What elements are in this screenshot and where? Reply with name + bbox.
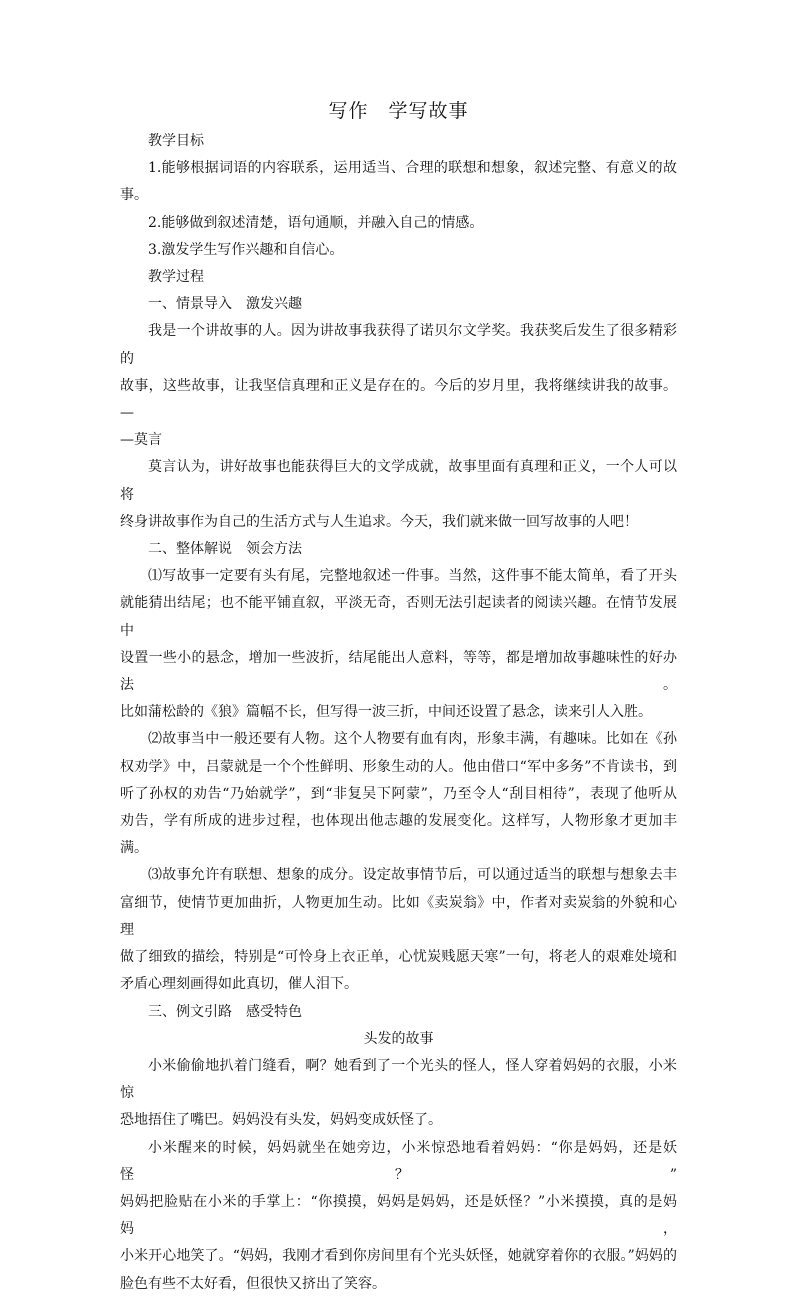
quote-line: 故事，这些故事，让我坚信真理和正义是存在的。今后的岁月里，我将继续讲我的故事。— [120, 377, 677, 422]
goals-heading: 教学目标 [148, 133, 204, 149]
paragraph-line: 做了细致的描绘，特别是“可怜身上衣正单，心忧炭贱愿天寒”一句，将老人的艰难处境和 [120, 949, 677, 966]
paragraph-line: 设置一些小的悬念，增加一些波折，结尾能出人意料，等等，都是增加故事趣味性的好办法。 [120, 649, 677, 694]
story-line: 小米偷偷地扒着门缝看，啊？她看到了一个光头的怪人，怪人穿着妈妈的衣服，小米惊 [120, 1057, 677, 1102]
story-line: 脸色有些不太好看，但很快又挤出了笑容。 [120, 1275, 386, 1292]
paragraph-line: 矛盾心理刻画得如此真切，催人泪下。 [120, 976, 358, 993]
story-line: 恐地捂住了嘴巴。妈妈没有头发，妈妈变成妖怪了。 [120, 1112, 442, 1129]
paragraph-line: 劝告，学有所成的进步过程，也体现出他志趣的发展变化。这样写，人物形象才更加丰满。 [120, 813, 677, 857]
paragraph-line: ⑴写故事一定要有头有尾，完整地叙述一件事。当然，这件事不能太简单，看了开头 [148, 568, 677, 585]
section-heading: 二、整体解说 领会方法 [148, 541, 302, 558]
section-heading: 三、例文引路 感受特色 [148, 1003, 302, 1020]
paragraph-line: 比如蒲松龄的《狼》篇幅不长，但写得一波三折，中间还设置了悬念，读来引人入胜。 [120, 704, 652, 721]
paragraph-line: 听了孙权的劝告“乃始就学”，到“非复吴下阿蒙”，乃至令人“刮目相待”，表现了他听从 [120, 785, 677, 802]
quote-line: —莫言 [120, 432, 162, 449]
story-line: 小米醒来的时候，妈妈就坐在她旁边，小米惊恐地看着妈妈：“你是妈妈，还是妖怪？” [120, 1139, 677, 1183]
document-title: 写作 学写故事 [328, 100, 469, 122]
paragraph-line: 权劝学》中，吕蒙就是一个个性鲜明、形象生动的人。他由借口“军中多务”不肯读书，到 [120, 758, 677, 775]
paragraph-line: 富细节，使情节更加曲折，人物更加生动。比如《卖炭翁》中，作者对卖炭翁的外貌和心理 [120, 894, 677, 938]
story-line: 小米开心地笑了。“妈妈，我刚才看到你房间里有个光头妖怪，她就穿着你的衣服。”妈妈的 [120, 1248, 677, 1265]
section-heading: 一、情景导入 激发兴趣 [148, 296, 302, 313]
goal-item: 2.能够做到叙述清楚，语句通顺，并融入自己的情感。 [148, 214, 484, 231]
process-heading: 教学过程 [148, 269, 204, 286]
paragraph-line: ⑶故事允许有联想、想象的成分。设定故事情节后，可以通过适当的联想与想象去丰 [148, 867, 677, 884]
paragraph-line: ⑵故事当中一般还要有人物。这个人物要有血有肉，形象丰满，有趣味。比如在《孙 [148, 731, 677, 748]
quote-line: 我是一个讲故事的人。因为讲故事我获得了诺贝尔文学奖。我获奖后发生了很多精彩的 [120, 323, 677, 367]
story-title: 头发的故事 [363, 1030, 434, 1047]
goal-item: 3.激发学生写作兴趣和自信心。 [148, 241, 344, 258]
paragraph-line: 莫言认为，讲好故事也能获得巨大的文学成就，故事里面有真理和正义，一个人可以将 [120, 459, 677, 503]
goal-item: 1.能够根据词语的内容联系，运用适当、合理的联想和想象，叙述完整、有意义的故事。 [120, 160, 677, 204]
paragraph-line: 就能猜出结尾；也不能平铺直叙，平淡无奇，否则无法引起读者的阅读兴趣。在情节发展中 [120, 595, 677, 639]
story-line: 妈妈把脸贴在小米的手掌上：“你摸摸，妈妈是妈妈，还是妖怪？”小米摸摸，真的是妈妈， [120, 1193, 677, 1238]
document-page [120, 96, 677, 1298]
paragraph-line: 终身讲故事作为自己的生活方式与人生追求。今天，我们就来做一回写故事的人吧！ [120, 513, 638, 530]
